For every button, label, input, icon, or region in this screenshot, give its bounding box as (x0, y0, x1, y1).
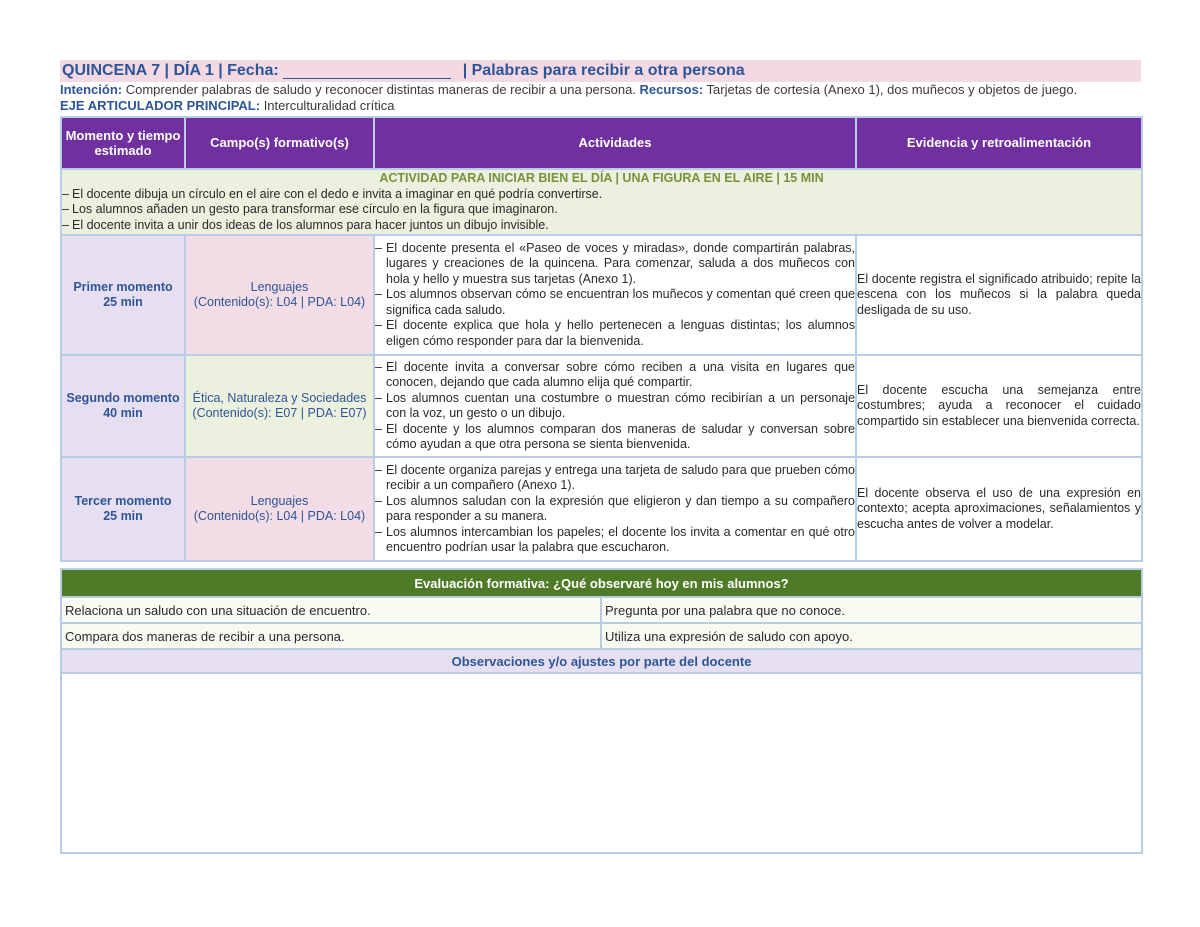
activities-cell (374, 235, 856, 355)
field-name: Lenguajes (250, 493, 309, 508)
resources-label: Recursos: (639, 82, 704, 97)
evaluation-item: Utiliza una expresión de saludo con apoyo. (601, 623, 1142, 649)
field-content: (Contenido(s): L04 | PDA: L04) (193, 295, 366, 309)
field-name: Ética, Naturaleza y Sociedades (192, 390, 367, 405)
moment-name: Tercer momento (74, 493, 172, 508)
start-activity-cell (61, 169, 1142, 235)
activities-table (60, 116, 1143, 562)
start-activity-list (62, 187, 1141, 234)
field-name: Lenguajes (250, 279, 309, 294)
title-part-2: | Palabras para recibir a otra persona (462, 62, 745, 79)
field-content: (Contenido(s): E07 | PDA: E07) (192, 406, 367, 420)
table-row (61, 235, 1142, 355)
evidence-cell: El docente registra el significado atribuido; repite la escena con los muñecos si la palabra queda desligada de su uso. (856, 235, 1142, 355)
list-item: – El docente dibuja un círculo en el aire con el dedo e invita a imaginar en qué podría convertirse. (62, 187, 1141, 203)
evaluation-item: Pregunta por una palabra que no conoce. (601, 597, 1142, 623)
field-content: (Contenido(s): L04 | PDA: L04) (193, 509, 366, 523)
moment-cell (61, 235, 185, 355)
list-item: – Los alumnos añaden un gesto para transformar ese círculo en la figura que imaginaron. (62, 202, 1141, 218)
activities-list (375, 360, 855, 453)
field-cell (185, 355, 374, 457)
moment-time: 25 min (103, 509, 143, 523)
axis-label: EJE ARTICULADOR PRINCIPAL: (60, 98, 261, 113)
title-part-1: QUINCENA 7 | DÍA 1 | Fecha: (62, 62, 279, 79)
activities-cell (374, 457, 856, 561)
observations-title: Observaciones y/o ajustes por parte del docente (61, 649, 1142, 673)
list-item: – Los alumnos saludan con la expresión que eligieron y dan tiempo a su compañero para responder a su manera. (375, 494, 855, 525)
moment-cell (61, 457, 185, 561)
evidence-cell: El docente escucha una semejanza entre costumbres; ayuda a reconocer el cuidado compartido sin establecer una bienvenida correcta. (856, 355, 1142, 457)
header-field: Campo(s) formativo(s) (185, 117, 374, 169)
axis-line (60, 98, 1141, 114)
evaluation-item: Relaciona un saludo con una situación de encuentro. (61, 597, 601, 623)
intention-label: Intención: (60, 82, 123, 97)
header-evidence: Evidencia y retroalimentación (856, 117, 1142, 169)
list-item: – El docente invita a conversar sobre cómo reciben a una visita en lugares que conocen, dejando que cada alumno elija qué compartir. (375, 360, 855, 391)
activities-list (375, 463, 855, 556)
moment-name: Segundo momento (66, 390, 180, 405)
list-item: – El docente presenta el «Paseo de voces y miradas», donde compartirán palabras, lugares y creaciones de la quincena. Para comenzar, saluda a dos muñecos con hola y hello y muestra sus tarjetas (Anexo 1). (375, 241, 855, 288)
evaluation-title: Evaluación formativa: ¿Qué observaré hoy en mis alumnos? (61, 569, 1142, 597)
moment-name: Primer momento (73, 279, 173, 294)
resources-text: Tarjetas de cortesía (Anexo 1), dos muñecos y objetos de juego. (706, 82, 1078, 97)
activities-cell (374, 355, 856, 457)
intention-line (60, 82, 1141, 98)
evidence-cell: El docente observa el uso de una expresión en contexto; acepta aproximaciones, señalamientos y escucha antes de volver a modelar. (856, 457, 1142, 561)
field-cell (185, 235, 374, 355)
start-activity-row (61, 169, 1142, 235)
list-item: – Los alumnos observan cómo se encuentran los muñecos y comentan qué creen que significa cada saludo. (375, 287, 855, 318)
list-item: – Los alumnos cuentan una costumbre o muestran cómo recibirían a un personaje con la voz, un gesto o un dibujo. (375, 391, 855, 422)
table-row (61, 355, 1142, 457)
moment-time: 40 min (103, 406, 143, 420)
list-item: – El docente explica que hola y hello pertenecen a lenguas distintas; los alumnos eligen cómo responder para dar la bienvenida. (375, 318, 855, 349)
observations-input-area[interactable] (61, 673, 1142, 853)
list-item: – Los alumnos intercambian los papeles; el docente los invita a comentar en qué otro encuentro podrían usar la palabra que escucharon. (375, 525, 855, 556)
table-header-row (61, 117, 1142, 169)
moment-cell (61, 355, 185, 457)
date-blank-line (283, 64, 451, 79)
evaluation-table (60, 568, 1143, 854)
lesson-plan-page (60, 60, 1141, 854)
moment-time: 25 min (103, 295, 143, 309)
field-cell (185, 457, 374, 561)
page-title (60, 60, 1141, 82)
evaluation-item: Compara dos maneras de recibir a una persona. (61, 623, 601, 649)
start-activity-title: ACTIVIDAD PARA INICIAR BIEN EL DÍA | UNA FIGURA EN EL AIRE | 15 MIN (379, 171, 824, 185)
list-item: – El docente organiza parejas y entrega una tarjeta de saludo para que prueben cómo recibir a un compañero (Anexo 1). (375, 463, 855, 494)
axis-text: Interculturalidad crítica (263, 98, 395, 113)
table-row (61, 457, 1142, 561)
list-item: – El docente invita a unir dos ideas de los alumnos para hacer juntos un dibujo invisible. (62, 218, 1141, 234)
activities-list (375, 241, 855, 350)
intention-text: Comprender palabras de saludo y reconocer distintas maneras de recibir a una persona. (125, 82, 636, 97)
list-item: – El docente y los alumnos comparan dos maneras de saludar y conversan sobre cómo ayudan a que otra persona se sienta bienvenida. (375, 422, 855, 453)
header-moment: Momento y tiempo estimado (61, 117, 185, 169)
header-activities: Actividades (374, 117, 856, 169)
